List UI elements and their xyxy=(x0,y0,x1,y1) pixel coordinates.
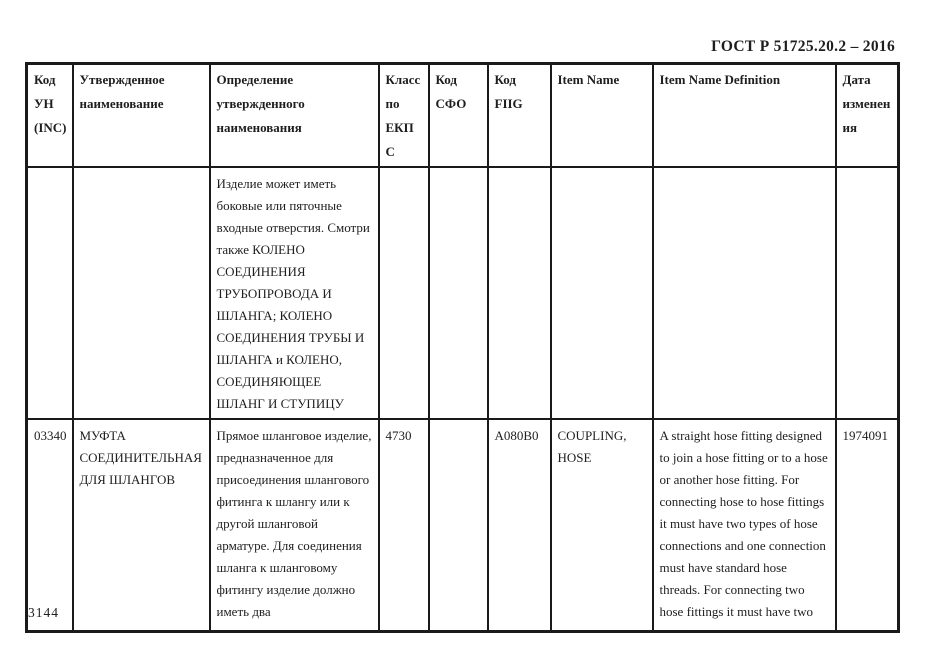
cell-fiig-code xyxy=(488,167,551,419)
table-header-row xyxy=(27,64,899,168)
cell-sfo-code xyxy=(429,167,488,419)
col-header-approved-name-definition: Определение утвержденного наименования xyxy=(210,64,379,168)
cell-ekps-class: 4730 xyxy=(379,419,429,631)
cell-sfo-code xyxy=(429,419,488,631)
col-header-sfo-code: Код СФО xyxy=(429,64,488,168)
col-header-inc-code: Код УН (INC) xyxy=(27,64,73,168)
col-header-approved-name: Утвержденное наименование xyxy=(73,64,210,168)
cell-item-name-definition xyxy=(653,167,836,419)
cell-inc-code: 03340 xyxy=(27,419,73,631)
cell-change-date xyxy=(836,167,899,419)
cell-ekps-class xyxy=(379,167,429,419)
cell-approved-name-definition: Изделие может иметь боковые или пяточные входные отверстия. Смотри также КОЛЕНО СОЕДИНЕНИЯ ТРУБОПРОВОДА И ШЛАНГА; КОЛЕНО СОЕДИНЕНИЯ ТРУБЫ И ШЛАНГА и КОЛЕНО, СОЕДИНЯЮЩЕЕ ШЛАНГ И СТУПИЦУ xyxy=(210,167,379,419)
col-header-item-name: Item Name xyxy=(551,64,653,168)
page-number: 3144 xyxy=(28,605,59,620)
cell-approved-name: МУФТА СОЕДИНИТЕЛЬНАЯ ДЛЯ ШЛАНГОВ xyxy=(73,419,210,631)
cell-item-name xyxy=(551,167,653,419)
cell-change-date: 1974091 xyxy=(836,419,899,631)
cell-approved-name-definition: Прямое шланговое изделие, предназначенное для присоединения шлангового фитинга к шлангу или к другой шланговой арматуре. Для соединения шланга к шланговому фитингу изделие должно иметь два xyxy=(210,419,379,631)
cell-inc-code xyxy=(27,167,73,419)
col-header-change-date: Дата изменения xyxy=(836,64,899,168)
col-header-item-name-definition: Item Name Definition xyxy=(653,64,836,168)
table-row-03340 xyxy=(27,419,899,631)
standard-header: ГОСТ Р 51725.20.2 – 2016 xyxy=(711,38,895,55)
catalog-table xyxy=(25,62,900,633)
cell-approved-name xyxy=(73,167,210,419)
col-header-ekps-class: Класс по ЕКПС xyxy=(379,64,429,168)
table-row-continuation xyxy=(27,167,899,419)
cell-item-name: COUPLING, HOSE xyxy=(551,419,653,631)
cell-fiig-code: A080B0 xyxy=(488,419,551,631)
cell-item-name-definition: A straight hose fitting designed to join a hose fitting or to a hose or another hose fitting. For connecting hose to hose fittings it must have two types of hose connections and one connection must have standard hose threads. For connecting two hose fittings it must have two xyxy=(653,419,836,631)
col-header-fiig-code: Код FIIG xyxy=(488,64,551,168)
